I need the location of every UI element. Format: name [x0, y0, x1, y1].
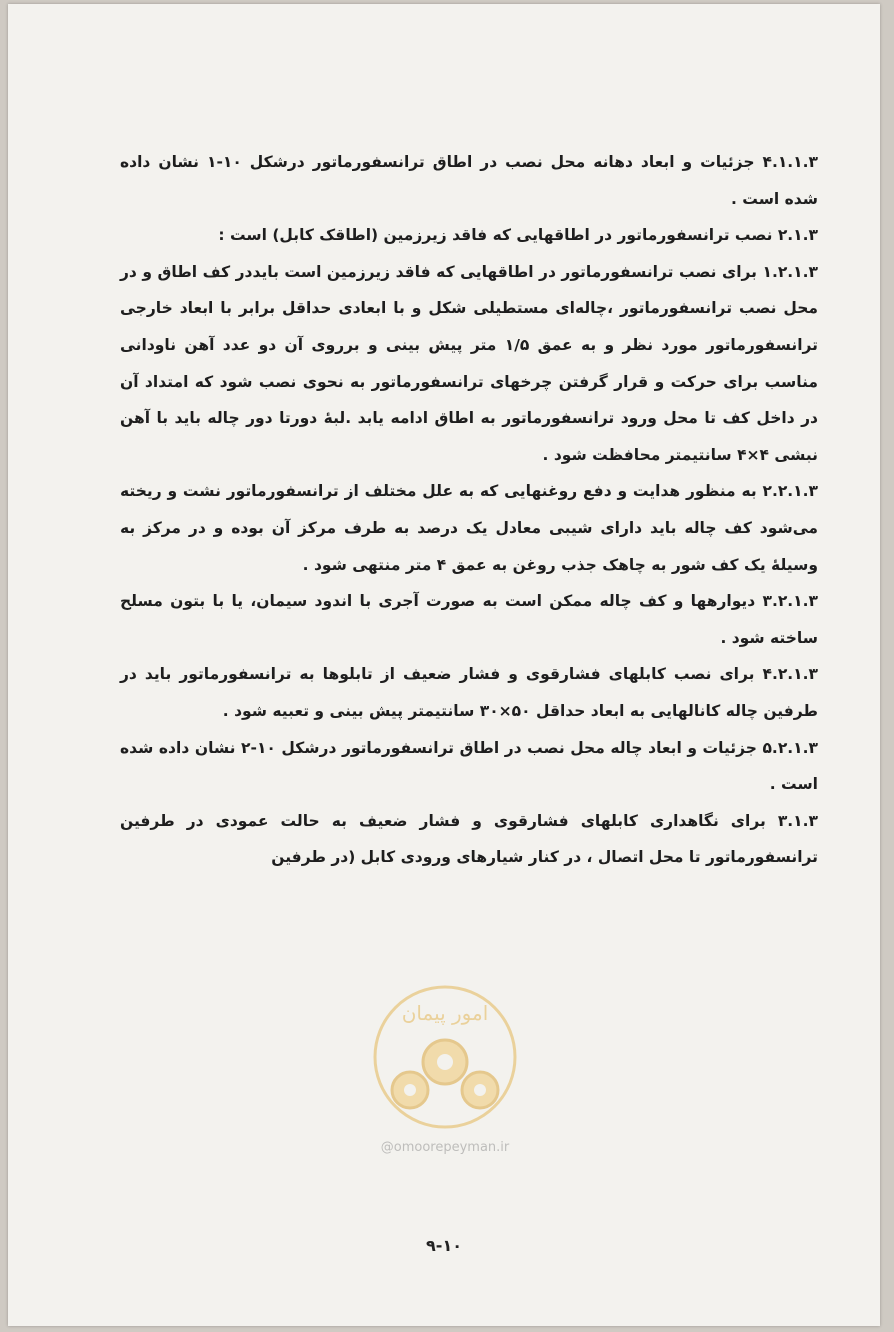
- watermark-logo: [360, 972, 530, 1172]
- watermark-logo-text: امور پیمان: [401, 1001, 489, 1025]
- document-body: [120, 144, 818, 876]
- paragraph-2-1-3: ۲.۱.۳ نصب ترانسفورماتور در اطاقهایی که فاقد زیرزمین (اطاقک کابل) است :: [218, 226, 818, 245]
- paragraph-5-2-1-3: ۵.۲.۱.۳ جزئیات و ابعاد چاله محل نصب در اطاق ترانسفورماتور درشکل ۱۰-۲ نشان داده شده است .: [120, 738, 818, 794]
- paragraph-2-2-1-3: ۲.۲.۱.۳ به منظور هدایت و دفع روغنهایی که به علل مختلف از ترانسفورماتور نشت و ریخته می‌شود کف چاله باید دارای شیبی معادل یک درصد به طرف مرکز آن بوده و در مرکز به وسیلهٔ یک کف شور به چاهک جذب روغن به عمق ۴ متر منتهی شود .: [120, 482, 818, 574]
- paragraph-4-2-1-3: ۴.۲.۱.۳ برای نصب کابلهای فشارقوی و فشار ضعیف از تابلوها به ترانسفورماتور باید در طرفین چاله کانالهایی به ابعاد حداقل ۵۰×۳۰ سانتیمتر پیش بینی و تعبیه شود .: [120, 665, 818, 720]
- document-page: [8, 4, 880, 1326]
- paragraph-3-2-1-3: ۳.۲.۱.۳ دیوارهها و کف چاله ممکن است به صورت آجری با اندود سیمان، یا با بتون مسلح ساخته شود .: [120, 592, 818, 647]
- paragraph-1-2-1-3: ۱.۲.۱.۳ برای نصب ترانسفورماتور در اطاقهایی که فاقد زیرزمین است بایددر کف اطاق و در محل نصب ترانسفورماتور ،چاله‌ای مستطیلی شکل و با ابعادی حداقل برابر با ابعاد خارجی ترانسفورماتور مورد نظر و به عمق ۱/۵ متر پیش بینی و برروی آن دو عدد آهن ناودانی مناسب برای حرکت و قرار گرفتن چرخهای ترانسفورماتور به نحوی نصب شود که امتداد آن در داخل کف تا محل ورود ترانسفورماتور به اطاق ادامه یابد .لبه‌ٔ دورتا دور چاله باید با آهن نبشی ۴×۴ سانتیمتر محافظت شود .: [120, 262, 818, 464]
- page-number: ۹-۱۰: [426, 1236, 462, 1255]
- paragraph-3-1-3: ۳.۱.۳ برای نگاهداری کابلهای فشارقوی و فشار ضعیف به حالت عمودی در طرفین ترانسفورماتور تا محل اتصال ، در کنار شیارهای ورودی کابل (در طرفین: [120, 811, 818, 867]
- watermark-url: @omoorepeyman.ir: [380, 1140, 510, 1155]
- paragraph-4-1-1-3: ۴.۱.۱.۳ جزئیات و ابعاد دهانه محل نصب در اطاق ترانسفورماتور درشکل ۱۰-۱ نشان داده شده است .: [120, 153, 818, 208]
